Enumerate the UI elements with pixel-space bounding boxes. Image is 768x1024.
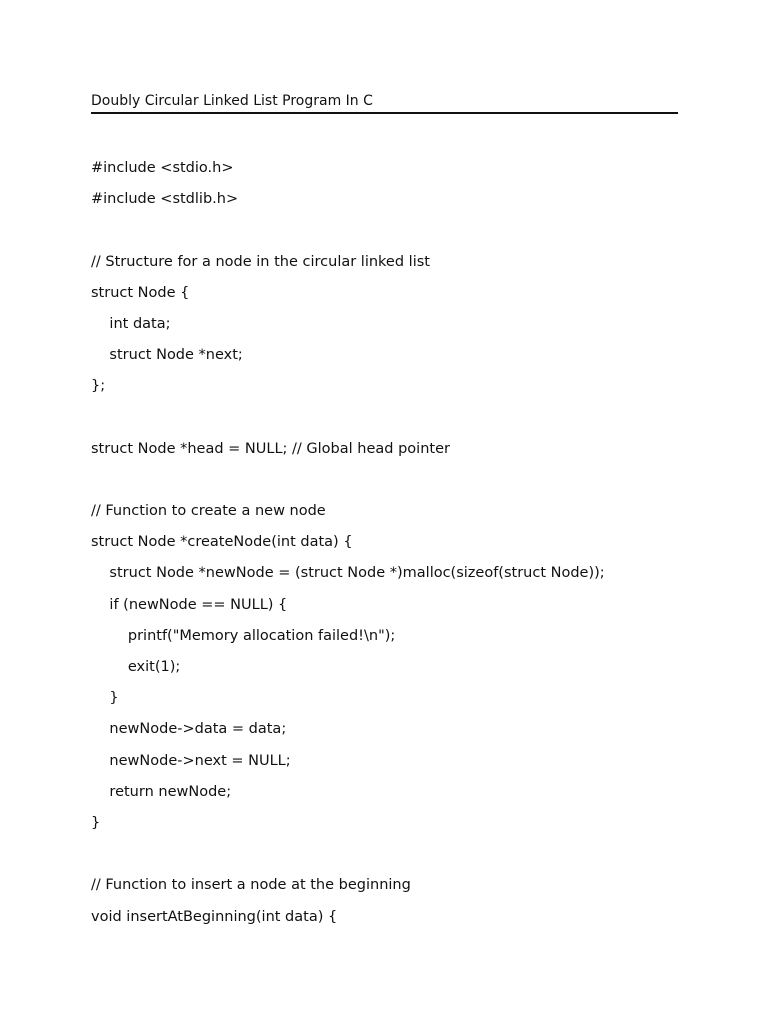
code-line: struct Node { [91, 284, 190, 301]
code-line: void insertAtBeginning(int data) { [91, 908, 338, 925]
code-line: struct Node *head = NULL; // Global head pointer [91, 440, 450, 457]
code-line: struct Node *next; [91, 347, 243, 364]
code-line: newNode->data = data; [91, 721, 287, 738]
code-line: #include <stdlib.h> [91, 191, 239, 208]
code-line: } [91, 690, 119, 707]
code-line: newNode->next = NULL; [91, 752, 291, 769]
title-underline [91, 112, 678, 114]
code-line: } [91, 814, 101, 831]
code-line: printf("Memory allocation failed!\n"); [91, 627, 396, 644]
code-line [91, 217, 691, 248]
code-line: struct Node *createNode(int data) { [91, 534, 353, 551]
code-line: }; [91, 378, 106, 395]
code-block [91, 155, 691, 935]
code-line: // Function to create a new node [91, 503, 326, 520]
code-line: if (newNode == NULL) { [91, 596, 288, 613]
code-line: exit(1); [91, 659, 181, 675]
code-line [91, 467, 691, 498]
code-line: #include <stdio.h> [91, 160, 234, 176]
code-line: // Structure for a node in the circular linked list [91, 253, 430, 270]
code-line: int data; [91, 315, 171, 332]
document-title: Doubly Circular Linked List Program In C [91, 93, 373, 109]
code-line: struct Node *newNode = (struct Node *)malloc(sizeof(struct Node)); [91, 565, 605, 582]
code-line [91, 405, 691, 436]
code-line: // Function to insert a node at the beginning [91, 877, 411, 894]
code-line: return newNode; [91, 783, 232, 800]
code-line [91, 841, 691, 872]
